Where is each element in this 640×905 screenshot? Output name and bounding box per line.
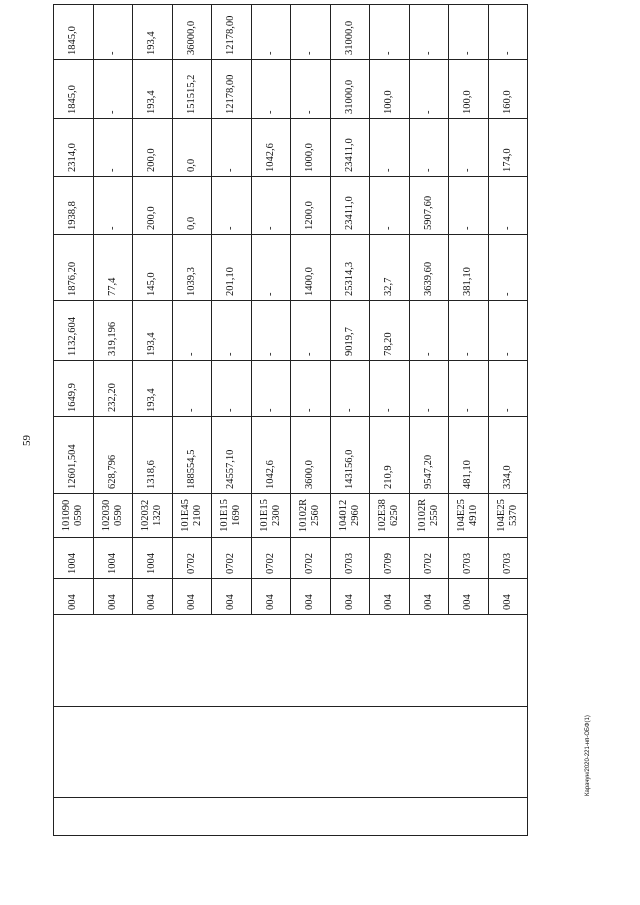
- blank-cell-mid: [54, 707, 528, 798]
- cell-v3: -: [251, 301, 291, 361]
- page-number: 59: [21, 435, 33, 446]
- cell-v5: -: [251, 177, 291, 235]
- cell-v8: 193,4: [133, 5, 173, 60]
- cell-c2: 0703: [330, 538, 370, 579]
- cell-v2: -: [212, 361, 252, 417]
- cell-v8: -: [409, 5, 449, 60]
- cell-v3: 9019,7: [330, 301, 370, 361]
- cell-v6: -: [370, 119, 410, 177]
- cell-v7: 1845,0: [54, 60, 94, 119]
- cell-c3: 101E15 1690: [212, 494, 252, 538]
- cell-v3: -: [449, 301, 489, 361]
- cell-v3: 193,4: [133, 301, 173, 361]
- cell-v3: -: [409, 301, 449, 361]
- cell-v8: 1845,0: [54, 5, 94, 60]
- cell-v4: 201,10: [212, 235, 252, 301]
- cell-v6: 174,0: [488, 119, 528, 177]
- cell-v2: -: [291, 361, 331, 417]
- cell-c1: 004: [409, 579, 449, 615]
- cell-v6: 0,0: [172, 119, 212, 177]
- cell-c3: 102032 1320: [133, 494, 173, 538]
- cell-v5: 1200,0: [291, 177, 331, 235]
- table-body: [54, 5, 528, 836]
- cell-c2: 0709: [370, 538, 410, 579]
- cell-v2: -: [449, 361, 489, 417]
- cell-v7: -: [291, 60, 331, 119]
- cell-v5: -: [488, 177, 528, 235]
- cell-v1: 9547,20: [409, 417, 449, 494]
- cell-c1: 004: [133, 579, 173, 615]
- cell-c2: 1004: [93, 538, 133, 579]
- cell-c1: 004: [54, 579, 94, 615]
- cell-v8: -: [488, 5, 528, 60]
- cell-v3: -: [488, 301, 528, 361]
- blank-cell-left: [54, 798, 528, 836]
- cell-c2: 1004: [54, 538, 94, 579]
- cell-c2: 0702: [172, 538, 212, 579]
- cell-v8: -: [449, 5, 489, 60]
- cell-v6: -: [93, 119, 133, 177]
- cell-v4: 1039,3: [172, 235, 212, 301]
- cell-v5: -: [449, 177, 489, 235]
- cell-v8: 12178,00: [212, 5, 252, 60]
- cell-v5: -: [212, 177, 252, 235]
- document-code: Карачун/2020-221-нп-ОБФ(1): [585, 715, 591, 796]
- cell-c3: 101E15 2300: [251, 494, 291, 538]
- cell-v8: 36000,0: [172, 5, 212, 60]
- cell-c1: 004: [291, 579, 331, 615]
- cell-v3: -: [212, 301, 252, 361]
- table-row: [54, 5, 94, 836]
- cell-v7: 151515,2: [172, 60, 212, 119]
- cell-v4: 32,7: [370, 235, 410, 301]
- cell-v4: 1876,20: [54, 235, 94, 301]
- cell-v7: 193,4: [133, 60, 173, 119]
- cell-c2: 0702: [291, 538, 331, 579]
- cell-c2: 0703: [449, 538, 489, 579]
- cell-v7: 160,0: [488, 60, 528, 119]
- cell-v2: -: [409, 361, 449, 417]
- cell-v3: -: [291, 301, 331, 361]
- cell-c3: 102030 0590: [93, 494, 133, 538]
- cell-v3: -: [172, 301, 212, 361]
- cell-v1: 334,0: [488, 417, 528, 494]
- cell-c1: 004: [212, 579, 252, 615]
- cell-c3: 104E25 4910: [449, 494, 489, 538]
- cell-v8: -: [93, 5, 133, 60]
- cell-v1: 1318,6: [133, 417, 173, 494]
- cell-c1: 004: [370, 579, 410, 615]
- cell-v4: 1400,0: [291, 235, 331, 301]
- cell-c2: 0702: [212, 538, 252, 579]
- cell-v6: 2314,0: [54, 119, 94, 177]
- cell-c2: 0703: [488, 538, 528, 579]
- cell-v5: 23411,0: [330, 177, 370, 235]
- cell-v6: -: [212, 119, 252, 177]
- cell-v1: 143156,0: [330, 417, 370, 494]
- cell-v6: 200,0: [133, 119, 173, 177]
- cell-v4: -: [488, 235, 528, 301]
- cell-v7: -: [409, 60, 449, 119]
- cell-v2: 232,20: [93, 361, 133, 417]
- cell-v3: 78,20: [370, 301, 410, 361]
- cell-v5: 1938,8: [54, 177, 94, 235]
- cell-v8: -: [370, 5, 410, 60]
- cell-c3: 101090 0590: [54, 494, 94, 538]
- cell-v4: 77,4: [93, 235, 133, 301]
- cell-c2: 1004: [133, 538, 173, 579]
- cell-c1: 004: [488, 579, 528, 615]
- cell-v5: 0,0: [172, 177, 212, 235]
- cell-v7: 100,0: [449, 60, 489, 119]
- cell-v2: -: [172, 361, 212, 417]
- cell-c3: 10102R 2550: [409, 494, 449, 538]
- cell-v7: -: [93, 60, 133, 119]
- cell-v5: 5907,60: [409, 177, 449, 235]
- cell-v3: 1132,604: [54, 301, 94, 361]
- cell-v6: 23411,0: [330, 119, 370, 177]
- cell-c1: 004: [251, 579, 291, 615]
- cell-v6: -: [409, 119, 449, 177]
- cell-v6: -: [449, 119, 489, 177]
- cell-v7: 12178,00: [212, 60, 252, 119]
- cell-v1: 12601,504: [54, 417, 94, 494]
- cell-c3: 101E45 2100: [172, 494, 212, 538]
- cell-v4: 25314,3: [330, 235, 370, 301]
- cell-c1: 004: [93, 579, 133, 615]
- cell-v6: 1042,6: [251, 119, 291, 177]
- cell-v3: 319,196: [93, 301, 133, 361]
- blank-cell-right: [54, 615, 528, 707]
- cell-v2: -: [370, 361, 410, 417]
- cell-v1: 188554,5: [172, 417, 212, 494]
- cell-v1: 628,796: [93, 417, 133, 494]
- cell-v4: 3639,60: [409, 235, 449, 301]
- cell-c3: 104E25 5370: [488, 494, 528, 538]
- cell-c3: 104012 2960: [330, 494, 370, 538]
- cell-v2: -: [488, 361, 528, 417]
- cell-v1: 481,10: [449, 417, 489, 494]
- cell-v5: 200,0: [133, 177, 173, 235]
- cell-v5: -: [93, 177, 133, 235]
- cell-v5: -: [370, 177, 410, 235]
- cell-v2: -: [251, 361, 291, 417]
- cell-c2: 0702: [251, 538, 291, 579]
- rotated-table-container: [53, 15, 528, 836]
- cell-c1: 004: [330, 579, 370, 615]
- cell-v1: 24557,10: [212, 417, 252, 494]
- cell-c1: 004: [449, 579, 489, 615]
- cell-v1: 1042,6: [251, 417, 291, 494]
- cell-v2: 1649,9: [54, 361, 94, 417]
- cell-c1: 004: [172, 579, 212, 615]
- cell-v1: 210,9: [370, 417, 410, 494]
- cell-v8: -: [251, 5, 291, 60]
- cell-c3: 102E38 6250: [370, 494, 410, 538]
- cell-v7: 31000,0: [330, 60, 370, 119]
- budget-table: [53, 4, 528, 836]
- cell-v6: 1000,0: [291, 119, 331, 177]
- cell-v1: 3600,0: [291, 417, 331, 494]
- cell-v8: 31000,0: [330, 5, 370, 60]
- cell-v4: 145,0: [133, 235, 173, 301]
- cell-c2: 0702: [409, 538, 449, 579]
- cell-v2: 193,4: [133, 361, 173, 417]
- cell-v4: 381,10: [449, 235, 489, 301]
- cell-v7: -: [251, 60, 291, 119]
- cell-v7: 100,0: [370, 60, 410, 119]
- cell-v8: -: [291, 5, 331, 60]
- cell-v4: -: [251, 235, 291, 301]
- cell-v2: -: [330, 361, 370, 417]
- cell-c3: 10102R 2560: [291, 494, 331, 538]
